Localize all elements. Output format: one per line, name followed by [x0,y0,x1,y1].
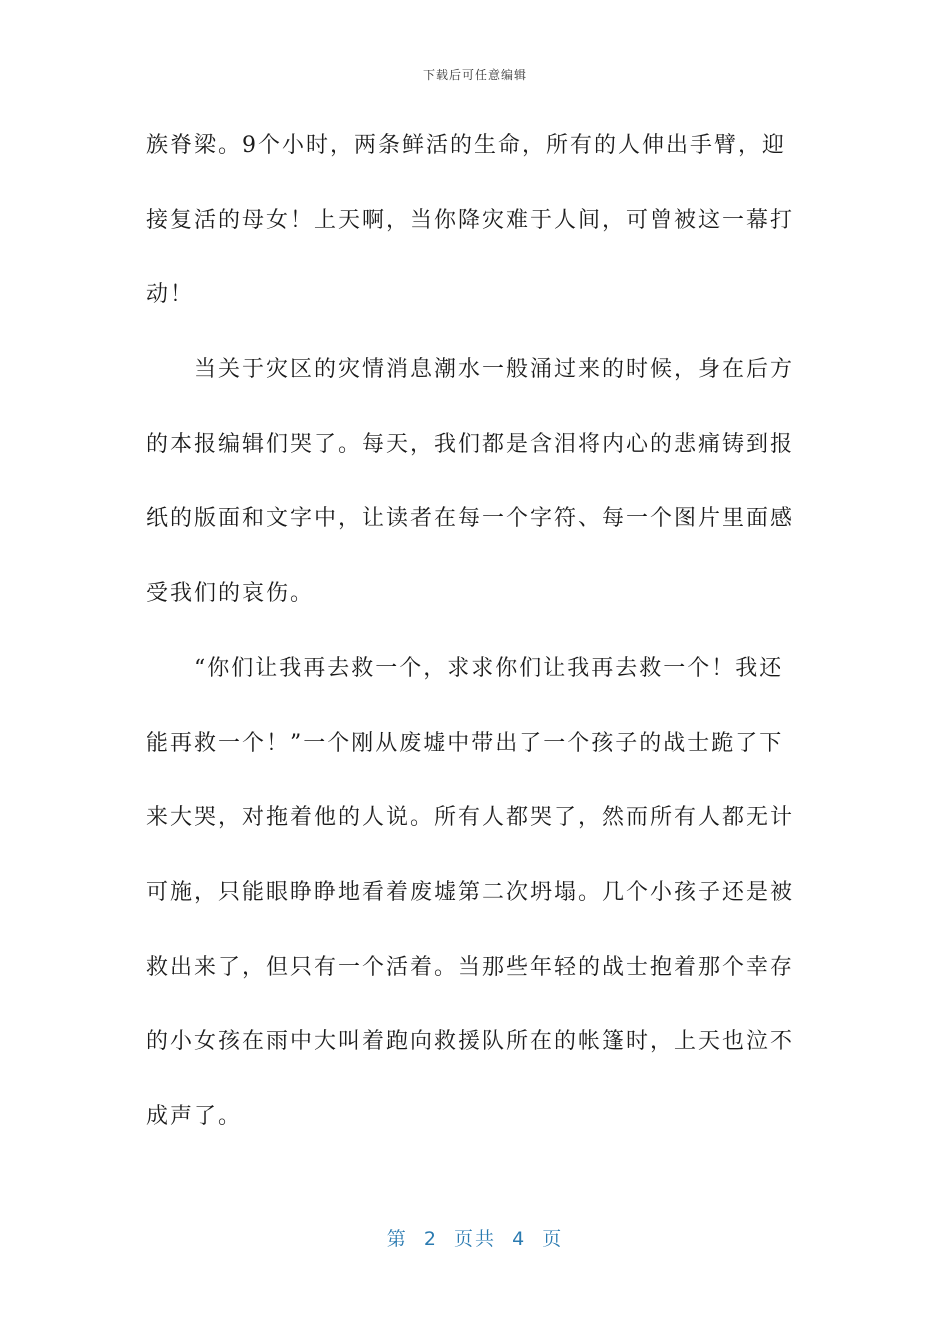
page-number-footer: 第 2 页共 4 页 [386,1228,564,1250]
paragraph-start-line: “你们让我再去救一个，求求你们让我再去救一个！我还 [194,655,784,681]
text-line: 的本报编辑们哭了。每天，我们都是含泪将内心的悲痛铸到报 [146,431,795,457]
page-header: 下载后可任意编辑 [422,68,527,82]
text-line: 来大哭，对拖着他的人说。所有人都哭了，然而所有人都无计 [146,805,795,831]
text-line: 能再救一个！”一个刚从废墟中带出了一个孩子的战士跪了下 [146,730,784,756]
text-line: 族脊梁。9个小时，两条鲜活的生命，所有的人伸出手臂，迎 [146,133,786,158]
paragraph-start-line: 当关于灾区的灾情消息潮水一般涌过来的时候，身在后方 [194,357,795,383]
text-line: 可施，只能眼睁睁地看着废墟第二次坍塌。几个小孩子还是被 [146,879,795,905]
text-line: 纸的版面和文字中，让读者在每一个字符、每一个图片里面感 [146,506,795,532]
text-line: 接复活的母女！上天啊，当你降灾难于人间，可曾被这一幕打 [146,207,795,233]
text-line: 的小女孩在雨中大叫着跑向救援队所在的帐篷时，上天也泣不 [146,1029,795,1055]
text-line: 救出来了，但只有一个活着。当那些年轻的战士抱着那个幸存 [146,954,795,980]
text-line: 成声了。 [146,1103,243,1129]
document-body [146,121,796,1167]
text-line: 动！ [146,282,195,308]
text-line: 受我们的哀伤。 [146,581,315,607]
